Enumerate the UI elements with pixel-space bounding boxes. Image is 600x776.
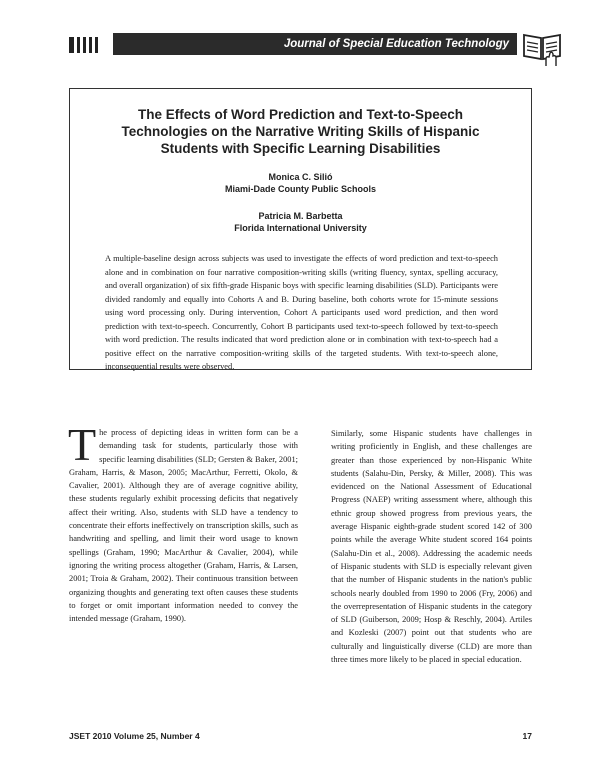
abstract-text: A multiple-baseline design across subjects was used to investigate the effects of word prediction and text-to-speech alone and in combination on four narrative composition-writing skills (writing fluency, syntax, spelling accuracy, and overall organization) of six fifth-grade Hispanic boys with specific learning disabilities (SLD). Participants were divided randomly and equally into Cohorts A and B. During baseline, both cohorts wrote for 15-minute sessions using word processing only. During intervention, Cohort A participants used word prediction, and then word prediction with text-to-speech. Concurrently, Cohort B participants used text-to-speech followed by text-to-speech with word prediction. The results indicated that word prediction alone or in combination with text-to-speech had a positive effect on the narrative composition-writing skills of the targeted students. With text-to-speech alone, inconsequential results were observed. — [105, 254, 498, 371]
header-bars-decoration — [69, 37, 98, 53]
body-paragraph: he process of depicting ideas in written form can be a demanding task for students, particularly those with specific learning disabilities (SLD; Gersten & Baker, 2001; Graham, Harris, & Mason, 2005; MacArthur, Ferretti, Okolo, & Cavalier, 2001). Although they are of average cognitive ability, these students regularly exhibit processing deficits that negatively affect their writing. Also, students with SLD have a tendency to concentrate their efforts ineffectively on transcription skills, such as handwriting and spelling, and limit their word usage to known spellings (Graham, 1990; MacArthur & Cavalier, 2004), while ignoring the writing process altogether (Graham, Harris, & Larsen, 2001; Troia & Graham, 2002). Their continuous transition between organizing thoughts and generating text often causes these students to forget or omit important information needed to convey the intended message (Graham, 1990). — [69, 428, 298, 624]
author-affiliation: Florida International University — [234, 223, 367, 233]
body-column-right — [331, 427, 532, 666]
article-title — [70, 106, 531, 157]
journal-header-bar — [113, 33, 517, 55]
author-affiliation: Miami-Dade County Public Schools — [224, 184, 377, 194]
author-block — [70, 210, 531, 234]
author-name: Patricia M. Barbetta — [258, 211, 343, 221]
book-hand-icon — [522, 29, 562, 67]
author-name: Monica C. Silió — [268, 172, 333, 182]
footer-journal-info: JSET 2010 Volume 25, Number 4 — [69, 731, 200, 741]
drop-cap: T — [68, 419, 97, 470]
body-column-left — [68, 419, 298, 625]
journal-title: Journal of Special Education Technology — [283, 38, 509, 50]
author-block — [70, 171, 531, 195]
article-title-line: The Effects of Word Prediction and Text-to-Speech — [137, 107, 464, 122]
article-title-line: Technologies on the Narrative Writing Skills of Hispanic — [121, 124, 480, 139]
abstract-box — [69, 88, 532, 370]
page-number: 17 — [522, 731, 532, 741]
article-title-line: Students with Specific Learning Disabilities — [160, 141, 441, 156]
body-paragraph: Similarly, some Hispanic students have challenges in writing proficiently in English, and these challenges are greater than those experienced by non-Hispanic White students (Salahu-Din, Persky, & Miller, 2008). This was evidenced on the National Assessment of Educational Progress (NAEP) writing assessment where, although this ethnic group showed progress from previous years, the average Hispanic eighth-grade student scored 142 of 300 points while the average White student scored 164 points (Salahu-Din et al., 2008). Addressing the academic needs of Hispanic students with SLD is especially relevant given that the number of Hispanic students in the nation's public schools nearly doubled from 1990 to 2006 (Fry, 2006) and the overrepresentation of Hispanic students in the category of SLD (Guiberson, 2009; Hosp & Reschly, 2004). Artiles and Kozleski (2007) point out that students who are culturally and linguistically diverse (CLD) are more than three times more likely to be placed in special education. — [331, 429, 532, 665]
